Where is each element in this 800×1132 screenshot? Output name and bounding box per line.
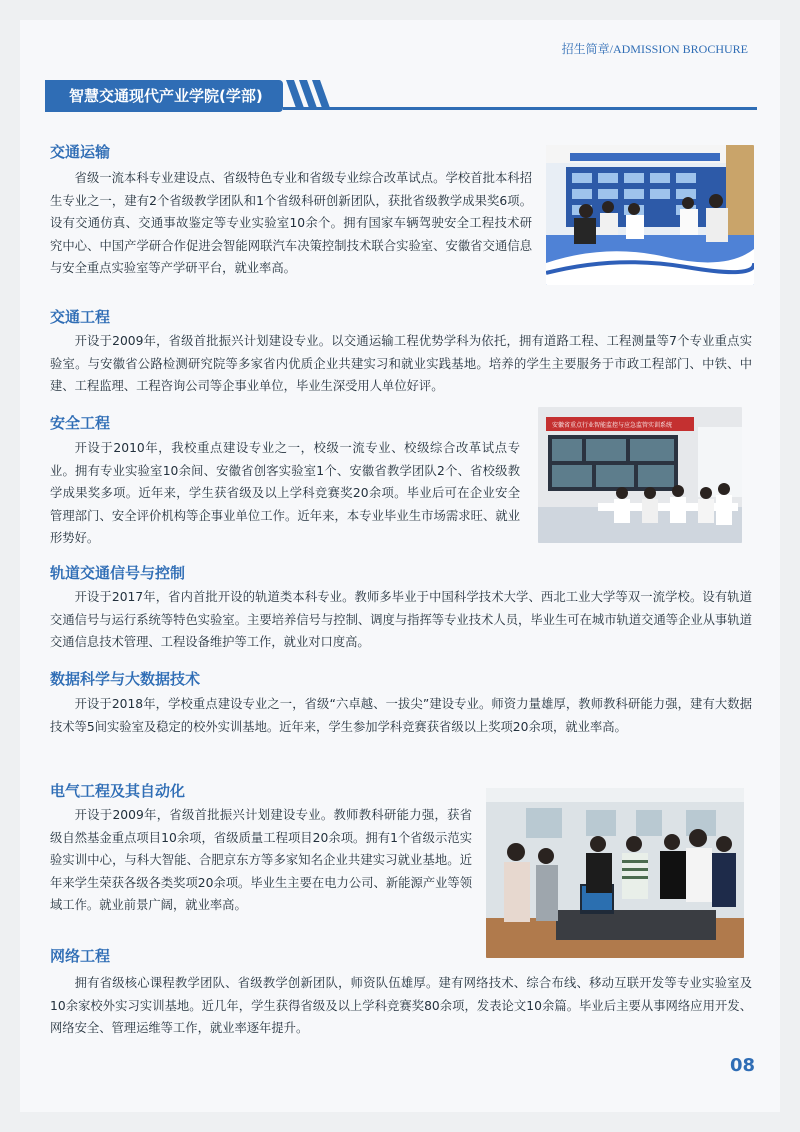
section-text-rail-signal: 开设于2017年，省内首批开设的轨道类本科专业。教师多毕业于中国科学技术大学、西北工业大学等双一流学校。设有轨道交通信号与运行系统等特色实验室。主要培养信号与控制、调度与指挥等专业技术人员，毕业生可在城市轨道交通等企业从事轨道交通信息技术管理、工程设备维护等工作，就业对口度高。 — [50, 590, 752, 650]
transport-lab-photo — [546, 145, 754, 285]
electrical-lab-photo — [486, 788, 744, 958]
section-text-transport: 省级一流本科专业建设点、省级特色专业和省级专业综合改革试点。学校首批本科招生专业之一，建有2个省级教学团队和1个省级科研创新团队，获批省级教学成果奖6项。设有交通仿真、交通事故鉴定等专业实验室10余个。拥有国家车辆驾驶安全工程技术研究中心、中国产学研合作促进会智能网联汽车决策控制技术联合实验室、安徽省交通信息与安全重点实验室等产学研平台，就业率高。 — [50, 171, 532, 276]
section-text-safety-engineering: 开设于2010年，我校重点建设专业之一，校级一流专业、校级综合改革试点专业。拥有专业实验室10余间、安徽省创客实验室1个、安徽省教学团队2个、省校级教学成果奖多项。近年来，学生获省级及以上学科竞赛奖20余项。毕业后可在企业安全管理部门、安全评价机构等企事业单位工作。近年来，本专业毕业生市场需求旺、就业形势好。 — [50, 441, 520, 546]
section-text-network: 拥有省级核心课程教学团队、省级教学创新团队，师资队伍雄厚。建有网络技术、综合布线、移动互联开发等专业实验室及10余家校外实习实训基地。近几年，学生获得省级及以上学科竞赛奖80余项，发表论文10余篇。毕业后主要从事网络应用开发、网络安全、管理运维等工作，就业率逐年提升。 — [50, 976, 752, 1036]
section-title-safety-engineering: 安全工程 — [50, 414, 111, 432]
section-title-transport: 交通运输 — [50, 143, 111, 161]
screen-banner-text: 安徽省重点行业智能监控与应急监管实训系统 — [552, 422, 673, 429]
section-text-data-science: 开设于2018年，学校重点建设专业之一，省级“六卓越、一拔尖”建设专业。师资力量雄厚，教师教科研能力强，建有大数据技术等5间实验室及稳定的校外实训基地。近年来，学生参加学科竞赛获省级以上奖项20余项，就业率高。 — [50, 697, 752, 734]
section-title-data-science: 数据科学与大数据技术 — [50, 670, 201, 688]
section-text-electrical: 开设于2009年，省级首批振兴计划建设专业。教师教科研能力强，获省级自然基金重点项目10余项，省级质量工程项目20余项。拥有1个省级示范实验实训中心，与科大智能、合肥京东方等多家知名企业共建实习就业基地。近年来学生荣获各级各类奖项20余项。毕业生主要在电力公司、新能源产业等领域工作。就业前景广阔，就业率高。 — [50, 808, 472, 913]
section-title-rail-signal: 轨道交通信号与控制 — [50, 564, 186, 582]
college-banner: 智慧交通现代产业学院(学部) — [45, 80, 283, 112]
section-title-electrical: 电气工程及其自动化 — [50, 782, 186, 800]
banner-rule — [283, 107, 757, 110]
section-text-traffic-engineering: 开设于2009年，省级首批振兴计划建设专业。以交通运输工程优势学科为依托，拥有道路工程、工程测量等7个专业重点实验室。与安徽省公路检测研究院等多家省内优质企业共建实习和就业实践基地。培养的学生主要服务于市政工程部门、中铁、中建、工程监理、工程咨询公司等企事业单位，毕业生深受用人单位好评。 — [50, 334, 752, 394]
page-number: 08 — [729, 1055, 755, 1076]
section-title-network: 网络工程 — [50, 947, 111, 965]
banner-stripes-icon — [286, 80, 346, 108]
brochure-label: 招生简章/ADMISSION BROCHURE — [561, 42, 748, 56]
section-title-traffic-engineering: 交通工程 — [50, 308, 111, 326]
safety-monitoring-photo — [538, 407, 742, 543]
